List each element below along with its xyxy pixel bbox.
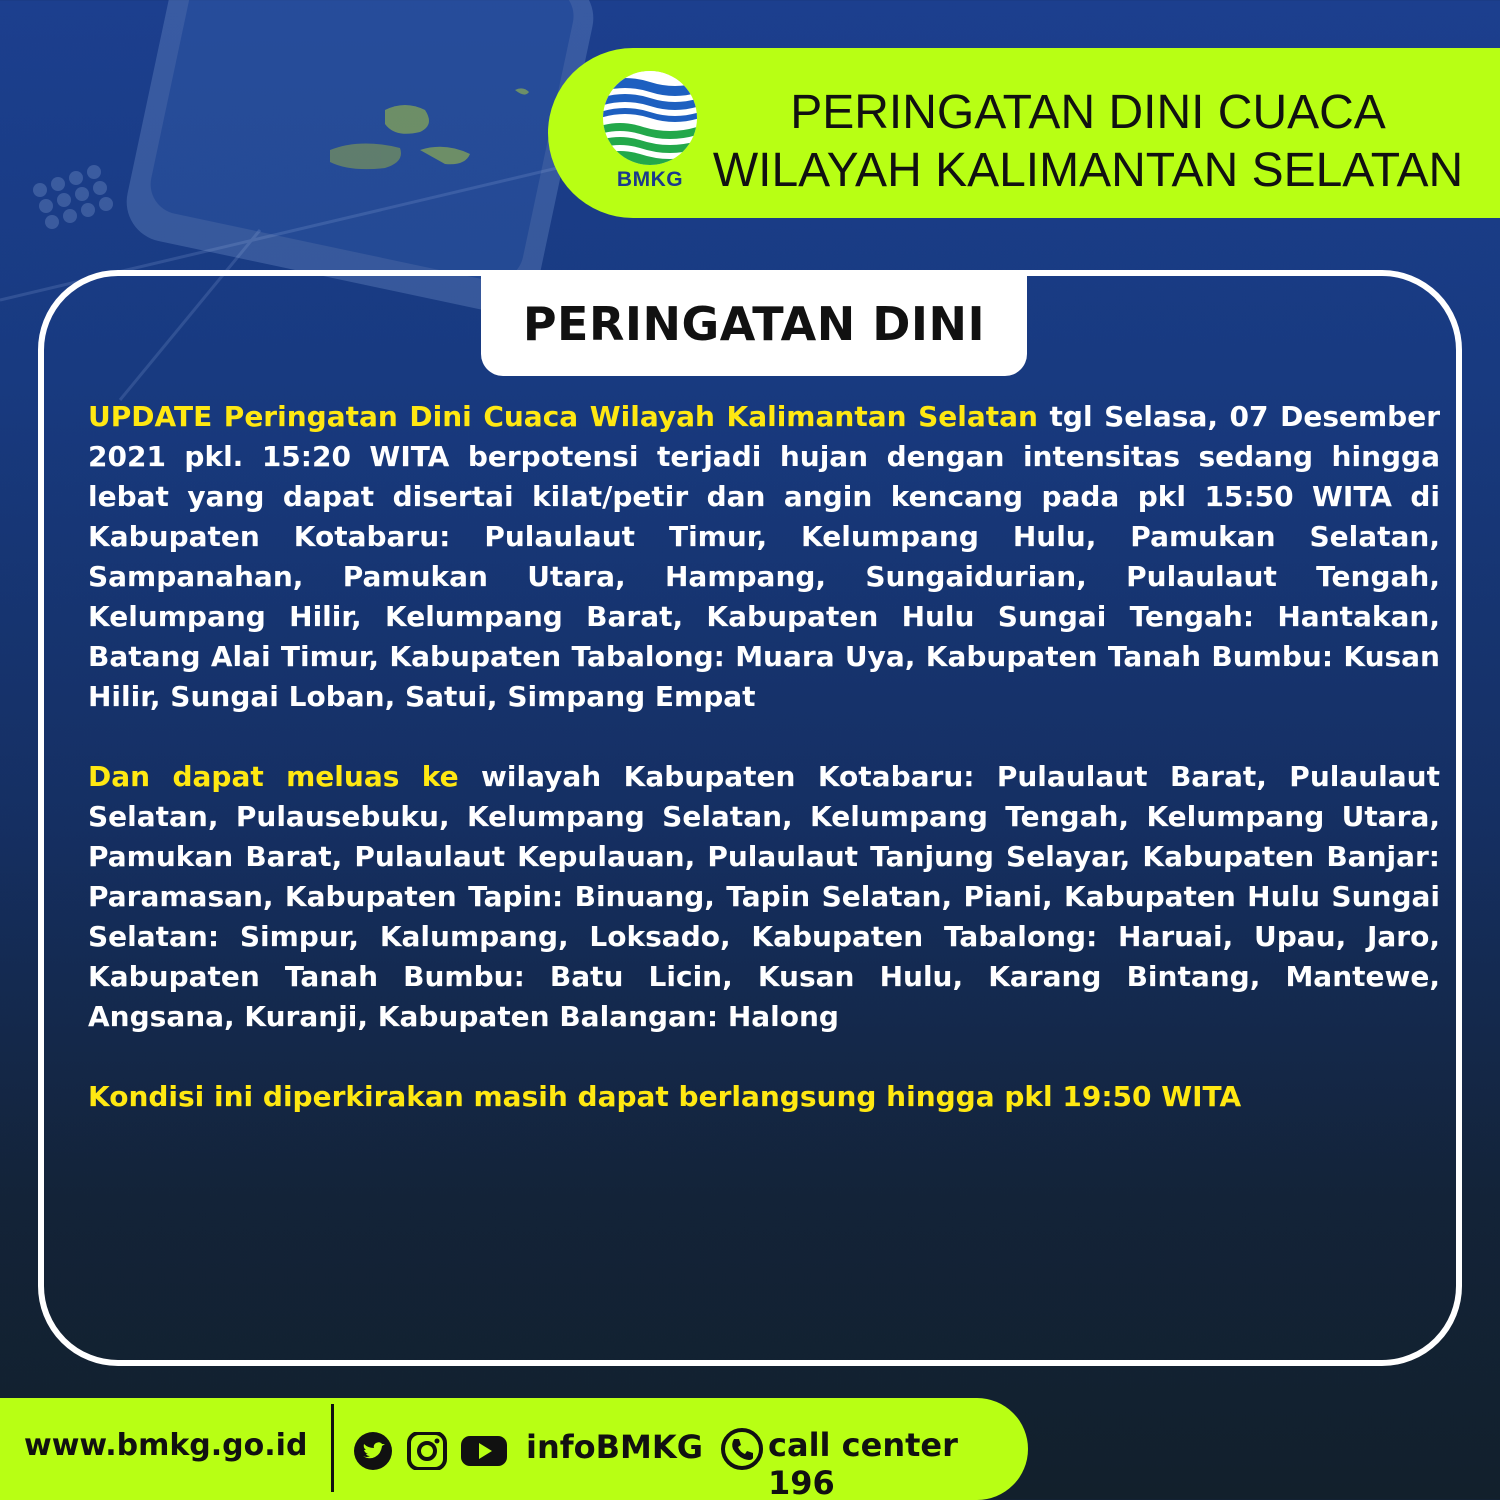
header-banner	[548, 48, 1500, 218]
card-title: PERINGATAN DINI	[522, 297, 986, 351]
youtube-icon[interactable]	[460, 1432, 508, 1470]
social-handle[interactable]: infoBMKG	[526, 1428, 703, 1466]
warning-paragraph-1	[88, 397, 1440, 717]
card-title-tab	[481, 272, 1027, 376]
header-title-line1: PERINGATAN DINI CUACA	[790, 86, 1386, 139]
bmkg-logo-icon	[600, 68, 700, 168]
duration-note: Kondisi ini diperkirakan masih dapat berlangsung hingga pkl 19:50 WITA	[88, 1080, 1242, 1113]
twitter-icon[interactable]	[352, 1432, 394, 1470]
update-text: tgl Selasa, 07 Desember 2021 pkl. 15:20 WITA berpotensi terjadi hujan dengan intensitas sedang hingga lebat yang dapat disertai kilat/petir dan angin kencang pada pkl 15:50 WITA di Kabupaten Kotabaru: Pulaulaut Timur, Kelumpang Hulu, Pamukan Selatan, Sampanahan, Pamukan Utara, Hampang, Sungaidurian, Pulaulaut Tengah, Kelumpang Hilir, Kelumpang Barat, Kabupaten Hulu Sungai Tengah: Hantakan, Batang Alai Timur, Kabupaten Tabalong: Muara Uya, Kabupaten Tanah Bumbu: Kusan Hilir, Sungai Loban, Satui, Simpang Empat	[88, 400, 1441, 713]
bmkg-logo	[600, 68, 700, 192]
call-center[interactable]: call center 196	[768, 1426, 958, 1500]
header-title	[708, 84, 1468, 200]
warning-paragraph-2	[88, 757, 1440, 1037]
instagram-icon[interactable]	[406, 1432, 448, 1470]
phone-icon	[720, 1428, 764, 1470]
expansion-highlight: Dan dapat meluas ke	[88, 760, 459, 793]
expansion-text: wilayah Kabupaten Kotabaru: Pulaulaut Barat, Pulaulaut Selatan, Pulausebuku, Kelumpang Selatan, Kelumpang Tengah, Kelumpang Utara, Pamukan Barat, Pulaulaut Kepulauan, Pulaulaut Tanjung Selayar, Kabupaten Banjar: Paramasan, Kabupaten Tapin: Binuang, Tapin Selatan, Piani, Kabupaten Hulu Sungai Selatan: Simpur, Kalumpang, Loksado, Kabupaten Tabalong: Haruai, Upau, Jaro, Kabupaten Tanah Bumbu: Batu Licin, Kusan Hulu, Karang Bintang, Mantewe, Angsana, Kuranji, Kabupaten Balangan: Halong	[88, 760, 1440, 1033]
warning-content	[88, 397, 1440, 1157]
header-title-line2: WILAYAH KALIMANTAN SELATAN	[712, 144, 1464, 197]
website-link[interactable]: www.bmkg.go.id	[24, 1428, 308, 1463]
update-highlight: UPDATE Peringatan Dini Cuaca Wilayah Kalimantan Selatan	[88, 400, 1038, 433]
footer-bar	[0, 1398, 1028, 1500]
footer-divider	[331, 1404, 334, 1492]
bmkg-logo-text: BMKG	[616, 168, 684, 191]
